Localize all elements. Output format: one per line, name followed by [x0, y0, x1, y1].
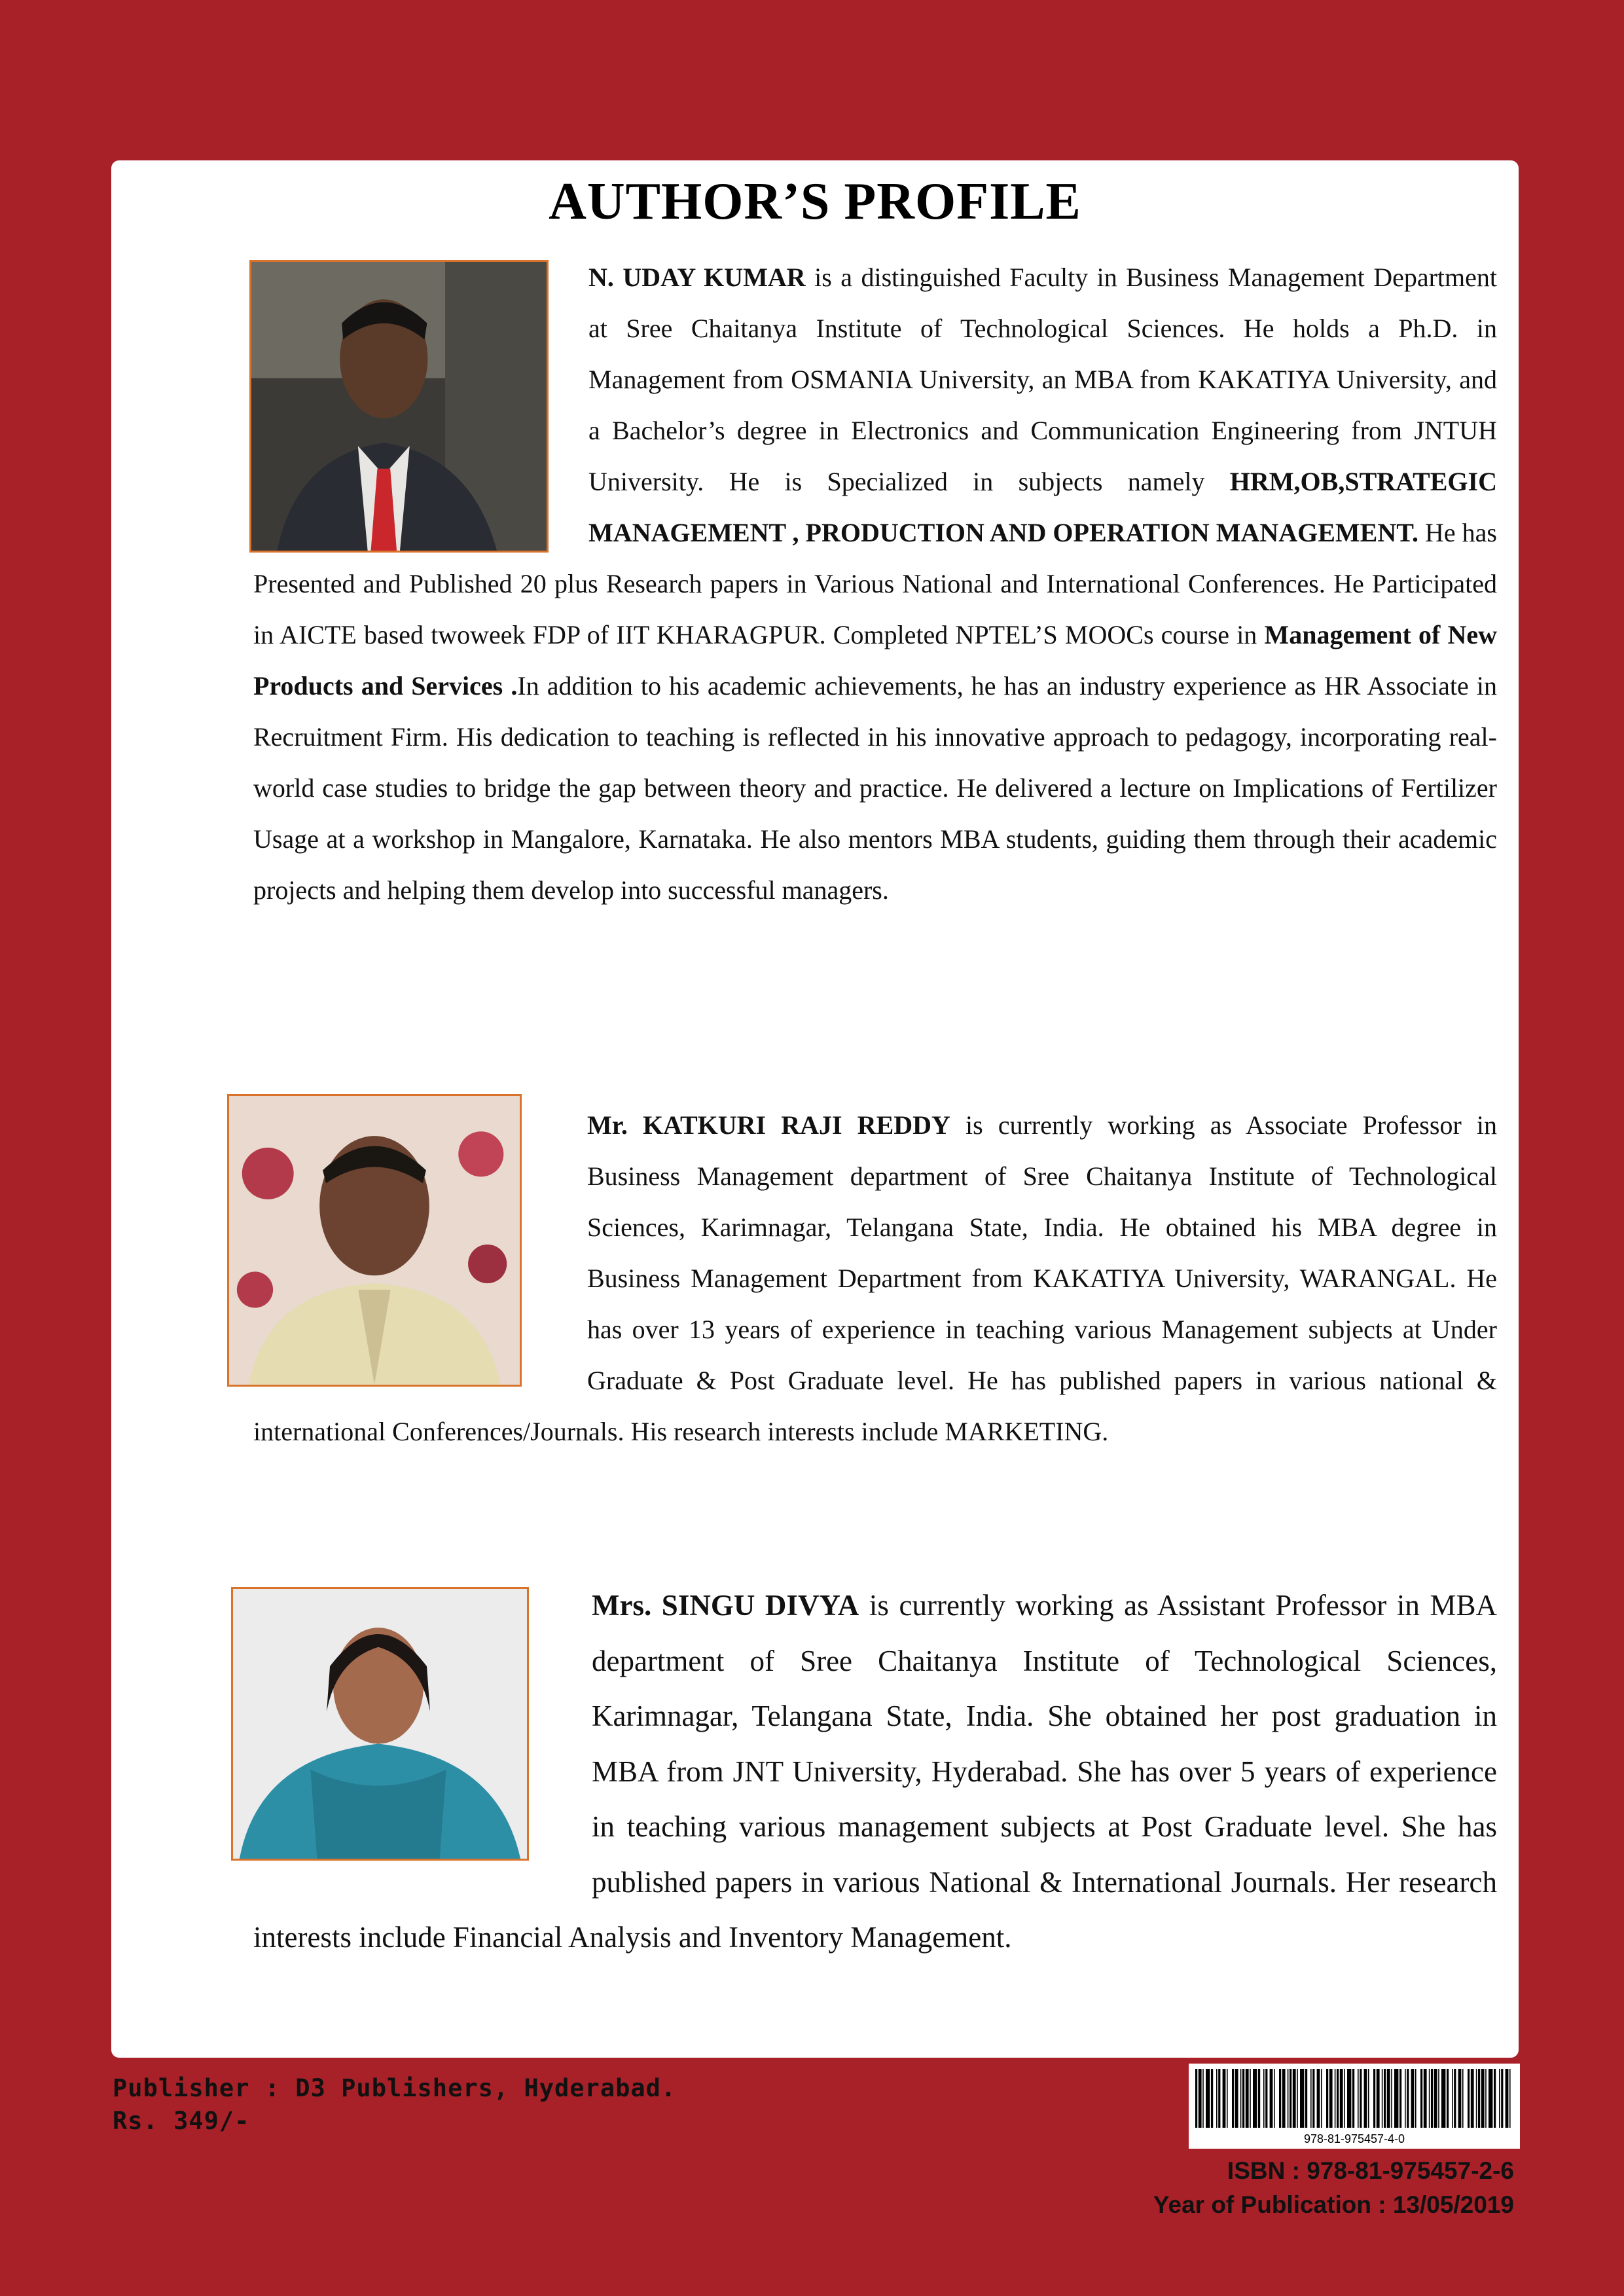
barcode-bar: [1310, 2069, 1312, 2128]
barcode-bar: [1279, 2069, 1281, 2128]
barcode-bar: [1399, 2069, 1401, 2128]
barcode-bar: [1347, 2069, 1351, 2128]
barcode-bar: [1358, 2069, 1359, 2128]
barcode-bar: [1290, 2069, 1291, 2128]
barcode-number: 978-81-975457-4-0: [1303, 2132, 1405, 2145]
barcode-bar: [1481, 2069, 1485, 2128]
barcode-bar: [1411, 2069, 1415, 2128]
barcode-bar: [1265, 2069, 1267, 2128]
isbn-block: [1153, 2154, 1514, 2222]
publisher-name: Publisher : D3 Publishers, Hyderabad.: [113, 2074, 677, 2102]
barcode-bar: [1415, 2069, 1416, 2128]
barcode-bar: [1407, 2069, 1409, 2128]
barcode-bar: [1326, 2069, 1328, 2128]
barcode-bar: [1240, 2069, 1242, 2128]
barcode-bar: [1305, 2069, 1307, 2128]
barcode-bar: [1360, 2069, 1362, 2128]
barcode-bar: [1270, 2069, 1273, 2128]
page-title: AUTHOR’S PROFILE: [549, 173, 1081, 230]
barcode-bar: [1293, 2069, 1296, 2128]
barcode-bars: [1189, 2064, 1520, 2132]
barcode-bar: [1335, 2069, 1336, 2128]
barcode-bar: [1199, 2069, 1202, 2128]
author-name: Mrs. SINGU DIVYA: [592, 1589, 859, 1622]
barcode-bar: [1424, 2069, 1427, 2128]
barcode-bar: [1246, 2069, 1249, 2128]
barcode-bar: [1509, 2069, 1511, 2128]
barcode-bar: [1317, 2069, 1320, 2128]
barcode-bar: [1340, 2069, 1343, 2128]
barcode-bar: [1321, 2069, 1322, 2128]
barcode-bar: [1337, 2069, 1339, 2128]
barcode-bar: [1438, 2069, 1439, 2128]
barcode-bar: [1195, 2069, 1197, 2128]
barcode-bar: [1431, 2069, 1433, 2128]
barcode-bar: [1253, 2069, 1257, 2128]
author-photo-uday-kumar: [249, 260, 549, 553]
author-name: N. UDAY KUMAR: [588, 263, 806, 292]
author-bio-singu-divya: Mrs. SINGU DIVYA is currently working as Assistant Professor in MBA department of Sree Chaitanya Institute of Technological Sciences, Karimnagar, Telangana State, India. She obtained her post graduation in MBA from JNT University, Hyderabad. She has over 5 years of experience in teaching various management subjects at Post Graduate level. She has published papers in various National & International Journals. Her research interests include Financial Analysis and Inventory Management.: [253, 1578, 1497, 1965]
barcode: [1189, 2064, 1520, 2149]
barcode-bar: [1499, 2069, 1500, 2128]
barcode-bar: [1258, 2069, 1260, 2128]
barcode-bar: [1468, 2069, 1470, 2128]
barcode-bar: [1329, 2069, 1333, 2128]
barcode-bar: [1494, 2069, 1496, 2128]
barcode-bar: [1462, 2069, 1464, 2128]
barcode-bar: [1501, 2069, 1503, 2128]
barcode-bar: [1297, 2069, 1298, 2128]
barcode-bar: [1223, 2069, 1226, 2128]
barcode-bar: [1434, 2069, 1437, 2128]
author-name: Mr. KATKURI RAJI REDDY: [587, 1110, 950, 1140]
barcode-bar: [1242, 2069, 1244, 2128]
profile-panel: [111, 160, 1519, 2058]
barcode-bar: [1312, 2069, 1314, 2128]
barcode-bar: [1227, 2069, 1228, 2128]
barcode-bar: [1274, 2069, 1275, 2128]
barcode-bar: [1218, 2069, 1220, 2128]
barcode-bar: [1206, 2069, 1210, 2128]
barcode-bar: [1489, 2069, 1492, 2128]
barcode-bar: [1250, 2069, 1251, 2128]
author-bio-raji-reddy: Mr. KATKURI RAJI REDDY is currently working as Associate Professor in Business Management department of Sree Chaitanya Institute of Technological Sciences, Karimnagar, Telangana State, India. He obtained his MBA degree in Business Management Department from KAKATIYA University, WARANGAL. He has over 13 years of experience in teaching various Management subjects at Under Graduate & Post Graduate level. He has published papers in various national & international Conferences/Journals. His research interests include MARKETING.: [253, 1100, 1497, 1457]
barcode-bar: [1382, 2069, 1383, 2128]
barcode-bar: [1364, 2069, 1367, 2128]
barcode-bar: [1344, 2069, 1345, 2128]
barcode-bar: [1288, 2069, 1289, 2128]
barcode-bar: [1454, 2069, 1456, 2128]
barcode-bar: [1373, 2069, 1375, 2128]
barcode-bar: [1394, 2069, 1398, 2128]
barcode-bar: [1377, 2069, 1380, 2128]
barcode-bar: [1352, 2069, 1354, 2128]
barcode-bar: [1471, 2069, 1474, 2128]
barcode-bar: [1405, 2069, 1406, 2128]
barcode-bar: [1485, 2069, 1487, 2128]
barcode-bar: [1478, 2069, 1480, 2128]
author-photo-raji-reddy: [227, 1094, 522, 1387]
author-photo-singu-divya: [231, 1587, 529, 1861]
barcode-bar: [1368, 2069, 1369, 2128]
barcode-bar: [1458, 2069, 1462, 2128]
publication-year: Year of Publication : 13/05/2019: [1153, 2191, 1514, 2218]
publisher-info: [113, 2072, 676, 2138]
barcode-bar: [1300, 2069, 1304, 2128]
author-bio-uday-kumar: N. UDAY KUMAR is a distinguished Faculty in Business Management Department at Sree Chaitanya Institute of Technological Sciences. He holds a Ph.D. in Management from OSMANIA University, an MBA from KAKATIYA University, and a Bachelor’s degree in Electronics and Communication Engineering from JNTUH University. He is Specialized in subjects namely HRM,OB,STRATEGIC MANAGEMENT , PRODUCTION AND OPERATION MANAGEMENT. He has Presented and Published 20 plus Research papers in Various National and International Conferences. He Participated in AICTE based twoweek FDP of IIT KHARAGPUR. Completed NPTEL’S MOOCs course in Management of New Products and Services .In addition to his academic achievements, he has an industry experience as HR Associate in Recruitment Firm. His dedication to teaching is reflected in his innovative approach to pedagogy, incorporating real-world case studies to bridge the gap between theory and practice. He delivered a lecture on Implications of Fertilizer Usage at a workshop in Mangalore, Karnataka. He also mentors MBA students, guiding them through their academic projects and helping them develop into successful managers.: [253, 252, 1497, 916]
isbn: ISBN : 978-81-975457-2-6: [1227, 2157, 1514, 2184]
barcode-bar: [1282, 2069, 1286, 2128]
barcode-bar: [1232, 2069, 1234, 2128]
barcode-bar: [1235, 2069, 1238, 2128]
barcode-bar: [1387, 2069, 1390, 2128]
barcode-bar: [1447, 2069, 1449, 2128]
barcode-bar: [1391, 2069, 1392, 2128]
barcode-bar: [1506, 2069, 1509, 2128]
barcode-bar: [1202, 2069, 1204, 2128]
barcode-bar: [1211, 2069, 1213, 2128]
barcode-bar: [1263, 2069, 1265, 2128]
barcode-bar: [1429, 2069, 1430, 2128]
barcode-bar: [1452, 2069, 1453, 2128]
barcode-bar: [1476, 2069, 1477, 2128]
barcode-bar: [1420, 2069, 1422, 2128]
barcode-bar: [1384, 2069, 1386, 2128]
barcode-bar: [1441, 2069, 1445, 2128]
barcode-bar: [1216, 2069, 1218, 2128]
price: Rs. 349/-: [113, 2107, 250, 2135]
